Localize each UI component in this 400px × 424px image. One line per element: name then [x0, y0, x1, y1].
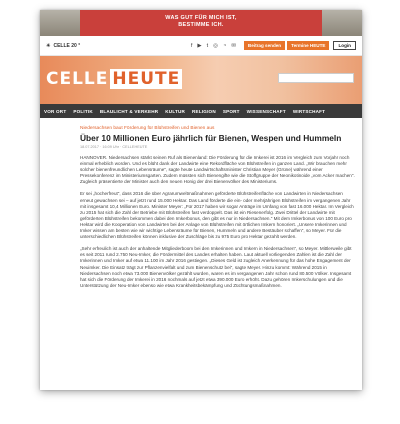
nav-item-wirtschaft[interactable]: WIRTSCHAFT: [292, 108, 326, 114]
events-button[interactable]: Termine HEUTE: [287, 41, 329, 50]
instagram-icon[interactable]: ◎: [213, 42, 218, 49]
nav-item-vor-ort[interactable]: VOR ORT: [44, 108, 67, 114]
logo-heute: HEUTE: [112, 69, 181, 89]
nav-item-wissenschaft[interactable]: WISSENSCHAFT: [246, 108, 286, 114]
top-bar: [40, 36, 362, 56]
main-nav: [40, 104, 362, 118]
rss-icon[interactable]: ◔: [222, 42, 227, 49]
nav-item-sport[interactable]: SPORT: [222, 108, 240, 114]
article-paragraph: Er sei „hocherfreut", dass 2016 die über Agrarumweltmaßnahmen geförderte Blühstreifenfläche von Landwirten in Niedersachsen erneut gewachsen sei – auf jetzt rund 15.000 Hektar. Das Land förderte die ein- oder mehrjährigen Blühstreifen im vergangenen Jahr mit insgesamt 10,4 Millionen Euro. Minister Meyer: „Für 2017 haben wir sogar Anträge im Umfang von fast 16.000 Hektar. Im Vergleich zu 2015 hat sich die Zahl der Betriebe mit Blühstreifen fast verdoppelt. Das ist ein Riesenerfolg. Zwei Drittel der Landwirte mit geförderten Blühstreifen bekommen dabei den Imkerbonus, den gibt es nur in Niedersachsen." Mit dem Imkerbonus von 100 Euro pro Hektar wird die Kooperation von Landwirten bei der Anlage von Blühstreifen mit örtlichen Imkern honoriert. „Unsere Imkerinnen und Imker wissen am besten wie wir wichtige Lebensräume für Bienen, Hummeln und andere Bestäuber schaffen", so Meyer. Für die unterschiedlichen Blühstreifen können inklusive der Zuschläge bis zu 975 Euro pro Hektar gezahlt werden.: [80, 191, 354, 240]
article-meta: 18.07.2017 · 16:09 Uhr · CELLEHEUTE: [80, 145, 148, 149]
youtube-icon[interactable]: ▶: [197, 42, 202, 49]
search-input[interactable]: [278, 73, 354, 83]
weather-text: CELLE 20 °: [53, 42, 81, 49]
article-kicker: Niedersachsen baut Förderung für Blühstreifen und Bienen aus: [80, 126, 215, 131]
social-links: [191, 43, 236, 49]
nav-item-kultur[interactable]: KULTUR: [165, 108, 186, 114]
masthead: [40, 56, 362, 104]
twitter-icon[interactable]: t: [206, 42, 209, 49]
login-button[interactable]: Login: [333, 41, 356, 50]
weather-widget: [46, 43, 80, 49]
article-paragraph: „Sehr erfreulich ist auch der anhaltende Mitgliederboom bei den Imkerinnen und Imkern in Niedersachsen", so Meyer. Mittlerweile gibt es seit 2011 rund 2.750 Neu-Imker, die Fördermittel des Landes erhalten haben. Laut aktuell vorliegenden Zahlen ist die Zahl der Imkerinnen und Imker auf etwa 11.100 im Jahr 2016 gestiegen. „Dieses Geld ist zugleich Anerkennung für das hohe Engagement der Neuimker. Die Einsatz trägt zur Pflanzenvielfalt und zum Bienenschutz bei", sagte Meyer. Hinzu kommt: Während 2015 in Niedersachsen noch etwa 73.000 Bienenvölker gezählt wurden, waren es im vergangenen Jahr schon rund 80.500 Völker. Insgesamt hat sich die Förderung der Imkerei in 2016 nochmals auf jetzt etwa 390.000 Euro erhöht. Dazu gehören Imkerschulungen und die Unterstützung der Neu-Imker ebenso wie etwa Krankheitsbekämpfung und Züchtungsmaßnahmen.: [80, 246, 352, 288]
ad-line-1: WAS GUT FÜR MICH IST,: [165, 15, 237, 21]
mail-icon[interactable]: ✉: [231, 42, 236, 49]
site-logo[interactable]: [46, 69, 182, 89]
nav-item-blaulicht[interactable]: BLAULICHT & VERKEHR: [99, 108, 159, 114]
article-headline: Über 10 Millionen Euro jährlich für Bienen, Wespen und Hummeln: [80, 133, 342, 143]
article: [40, 118, 362, 289]
facebook-icon[interactable]: f: [190, 42, 193, 49]
article-paragraph: HANNOVER. Niedersachsen stärkt seinen Ruf als Bienenland: Die Förderung für die Imkerei ist 2016 im Vergleich zum Vorjahr noch einmal erheblich worden. Und es blüht dank der Landwirte eine Rekordfläche von Blühstreifen in ganzen Land. „Wir brauchen mehr solcher bienenfreundlichen Lebensräume", sagte heute Landwirtschaftsminister Christian Meyer (Grüne) während einer Pressekonferenz im Ministeriumsgarten. Zudem müssten sich Bienengifte wie die Stoffgruppe der Neonikotinoide „vom Acker machen". Zugleich präsentierte der Minister auch den neuen Honig der drei Bienenvölker des Ministeriums.: [80, 155, 355, 185]
sun-icon: ☀: [46, 42, 51, 49]
ad-image-left: [40, 10, 80, 36]
ad-banner[interactable]: [40, 10, 362, 36]
nav-item-religion[interactable]: RELIGION: [192, 108, 216, 114]
nav-item-politik[interactable]: POLITIK: [73, 108, 93, 114]
submit-post-button[interactable]: Beitrag senden: [244, 41, 285, 50]
ad-line-2: BESTIMME ICH.: [178, 22, 224, 28]
browser-page: [40, 10, 362, 390]
ad-image-right: [322, 10, 362, 36]
logo-celle: CELLE: [46, 69, 109, 89]
